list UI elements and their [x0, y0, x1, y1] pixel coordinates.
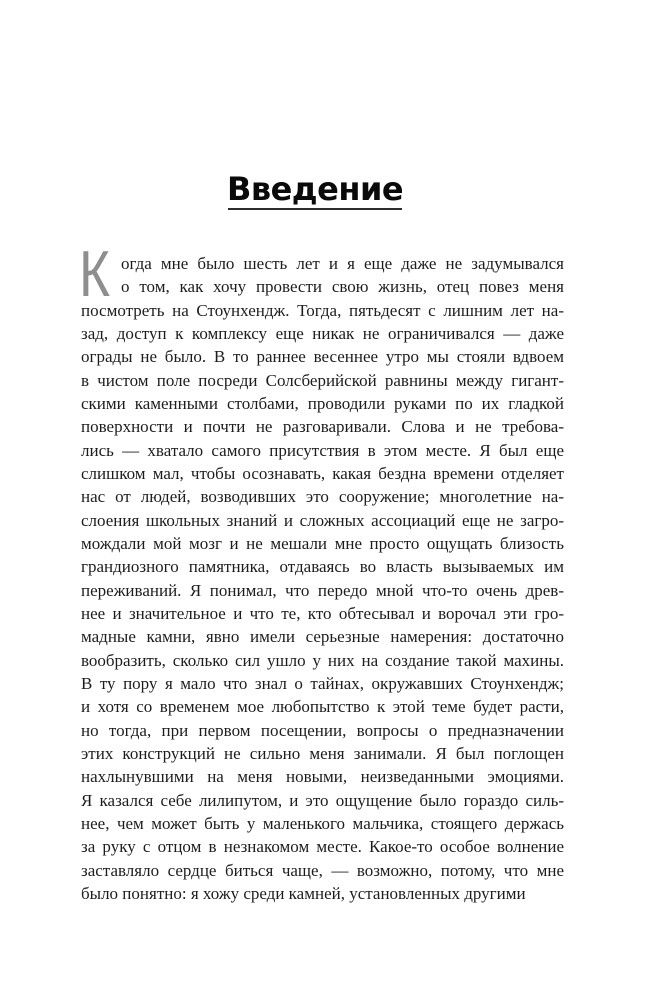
text-line: огда мне было шесть лет и я еще даже не задумывался — [121, 254, 564, 273]
text-line: было понятно: я хожу среди камней, установленных другими — [81, 883, 526, 903]
text-line: слоения школьных знаний и сложных ассоциаций еще не загро- — [81, 510, 564, 530]
text-line: Я казался себе лилипутом, и это ощущение было гораздо силь- — [81, 790, 564, 810]
text-line: поверхности и почти не разговаривали. Слова и не требова- — [81, 417, 564, 437]
text-line: мождали мой мозг и не мешали мне просто ощущать близость — [81, 533, 564, 553]
text-line: грандиозного памятника, отдаваясь во власть вызываемых им — [81, 557, 564, 577]
text-line: посмотреть на Стоунхендж. Тогда, пятьдесят с лишним лет на- — [81, 300, 564, 320]
text-line: нее и значительное и что те, кто обтесывал и ворочал эти гро- — [81, 603, 564, 623]
text-line: но тогда, при первом посещении, вопросы о предназначении — [81, 720, 564, 740]
text-line: переживаний. Я понимал, что передо мной что-то очень древ- — [81, 580, 564, 600]
text-line: мадные камни, явно имели серьезные намерения: достаточно — [81, 627, 564, 647]
text-line: о том, как хочу провести свою жизнь, отец повез меня — [121, 277, 564, 297]
text-line: зад, доступ к комплексу еще никак не ограничивался — даже — [81, 323, 564, 343]
text-line: В ту пору я мало что знал о тайнах, окружавших Стоунхендж; — [81, 673, 564, 693]
introduction-paragraph — [81, 252, 564, 905]
text-line: и хотя со временем мое любопытство к этой теме будет расти, — [81, 697, 564, 717]
text-line: нас от людей, возводивших это сооружение; многолетние на- — [81, 487, 564, 507]
text-line: нее, чем может быть у маленького мальчика, стоящего держась — [81, 813, 564, 833]
text-line: этих конструкций не сильно меня занимали. Я был поглощен — [81, 743, 564, 763]
text-line: скими каменными столбами, проводили руками по их гладкой — [81, 393, 564, 413]
text-line: слишком мал, чтобы осознавать, какая бездна времени отделяет — [81, 463, 564, 483]
text-line: вообразить, сколько сил ушло у них на создание такой махины. — [81, 650, 564, 670]
title-underline — [228, 208, 402, 210]
text-line: в чистом поле посреди Солсберийской равнины между гигант- — [81, 370, 564, 390]
drop-cap-letter: К — [79, 237, 111, 310]
text-line: нахлынувшими на меня новыми, неизведанными эмоциями. — [81, 767, 564, 787]
text-line: за руку с отцом в незнакомом месте. Какое-то особое волнение — [81, 837, 564, 857]
text-line: ограды не было. В то раннее весеннее утро мы стояли вдвоем — [81, 347, 564, 367]
chapter-heading — [0, 171, 630, 210]
text-line: заставляло сердце биться чаще, — возможно, потому, что мне — [81, 860, 564, 880]
text-line: лись — хватало самого присутствия в этом месте. Я был еще — [81, 440, 564, 460]
chapter-title: Введение — [226, 170, 404, 208]
